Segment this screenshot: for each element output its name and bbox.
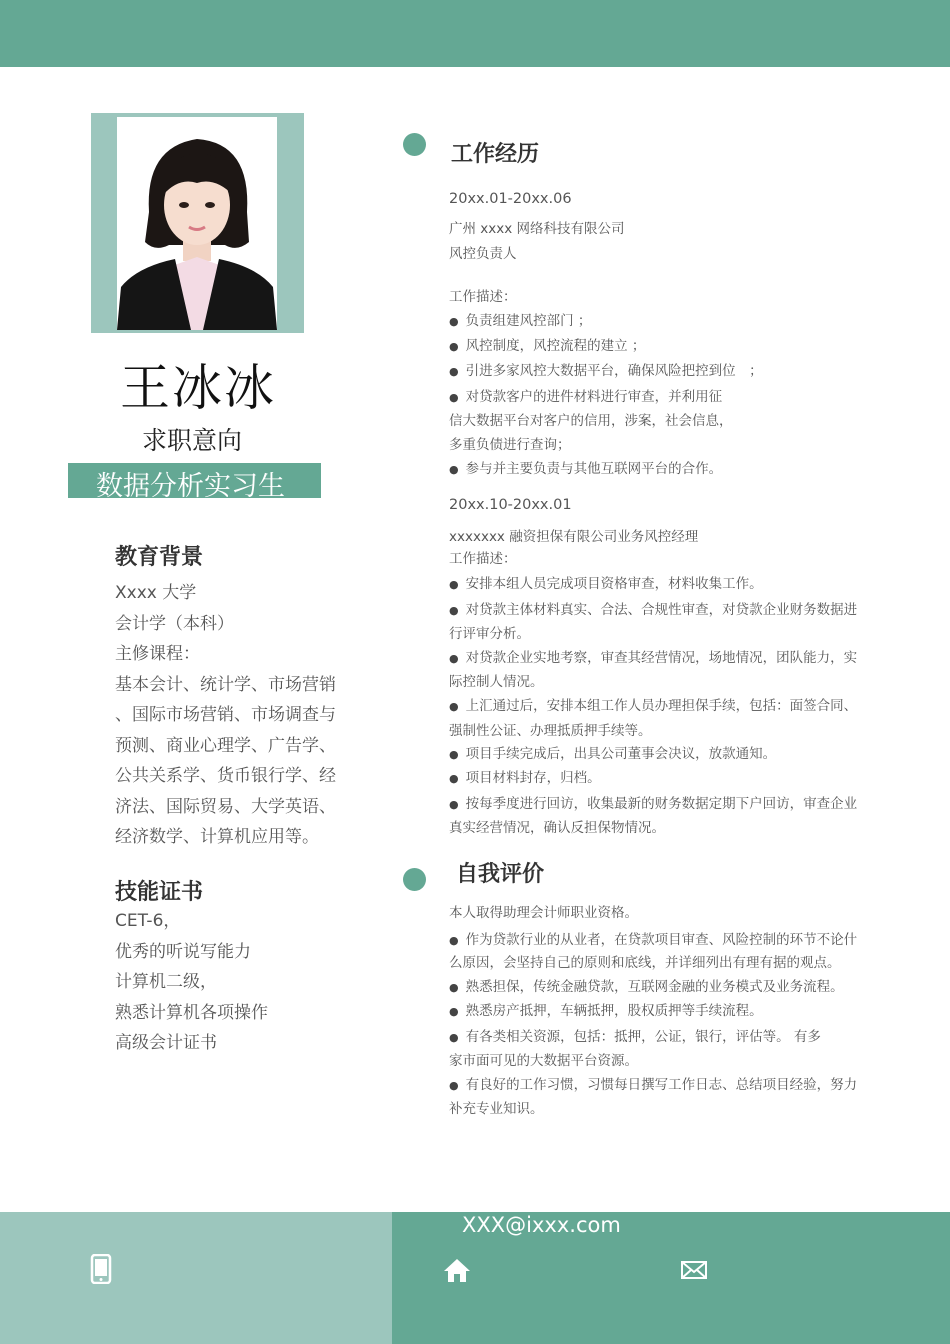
job2-duty-line-text: 行评审分析。 xyxy=(449,626,530,642)
job2-duty-line xyxy=(449,598,857,618)
self-eval-line-text: 有各类相关资源，包括：抵押，公证，银行，评估等。 有多 xyxy=(465,1029,821,1045)
skill-line: 高级会计证书 xyxy=(115,1033,217,1053)
education-line: 主修课程： xyxy=(115,644,200,664)
job1-duty-line-text: 多重负债进行查询； xyxy=(449,437,571,453)
bullet-icon: ● xyxy=(449,772,459,785)
job2-duty-line xyxy=(449,694,857,714)
phone-icon xyxy=(90,1254,112,1288)
job1-duty-line-text: 参与并主要负责与其他互联网平台的合作。 xyxy=(465,461,723,477)
work-title: 工作经历 xyxy=(451,142,540,167)
self-eval-line-text: 本人取得助理会计师职业资格。 xyxy=(449,905,638,921)
job1-duty-line xyxy=(449,457,722,477)
job1-duty-line xyxy=(449,334,645,354)
education-title: 教育背景 xyxy=(115,545,204,570)
self-eval-line-text: 有良好的工作习惯，习惯每日撰写工作日志、总结项目经验，努力 xyxy=(465,1077,858,1093)
bullet-icon: ● xyxy=(449,981,459,994)
self-eval-line-text: 么原因，会坚持自己的原则和底线，并详细列出有理有据的观点。 xyxy=(449,955,841,971)
job2-period: 20xx.10-20xx.01 xyxy=(449,497,572,513)
mail-icon xyxy=(681,1261,707,1283)
bullet-icon: ● xyxy=(449,340,459,353)
job1-period: 20xx.01-20xx.06 xyxy=(449,191,572,207)
job2-duty-line-text: 上汇通过后，安排本组工作人员办理担保手续，包括：面签合同、 xyxy=(465,698,858,714)
job2-duty-line xyxy=(449,572,763,592)
self-eval-line xyxy=(449,951,841,971)
job1-company: 广州 xxxx 网络科技有限公司 xyxy=(449,221,625,237)
self-eval-line xyxy=(449,999,763,1019)
bullet-icon: ● xyxy=(449,1031,459,1044)
skill-line: CET-6， xyxy=(115,911,181,931)
job2-duty-line xyxy=(449,742,776,762)
job2-duty-line-text: 项目手续完成后，出具公司董事会决议，放款通知。 xyxy=(465,746,777,762)
job1-desc-label: 工作描述： xyxy=(449,289,517,305)
job2-company: xxxxxxx 融资担保有限公司业务风控经理 xyxy=(449,529,699,545)
self-eval-line xyxy=(449,1049,638,1069)
self-eval-line xyxy=(449,1073,857,1093)
job1-duty-line xyxy=(449,409,733,429)
profile-photo xyxy=(117,117,277,330)
skills-title: 技能证书 xyxy=(115,880,204,905)
skill-line: 计算机二级， xyxy=(115,972,217,992)
bullet-icon: ● xyxy=(449,391,459,404)
bullet-icon: ● xyxy=(449,463,459,476)
job2-duty-line-text: 对贷款企业实地考察，审查其经营情况，场地情况，团队能力，实 xyxy=(465,650,858,666)
job2-duty-line xyxy=(449,719,652,739)
job2-duty-line-text: 强制性公证、办理抵质押手续等。 xyxy=(449,723,652,739)
home-icon xyxy=(443,1257,471,1287)
section-dot xyxy=(403,133,426,156)
section-dot xyxy=(403,868,426,891)
job1-duty-line-text: 信大数据平台对客户的信用，涉案，社会信息， xyxy=(449,413,733,429)
bullet-icon: ● xyxy=(449,934,459,947)
job2-duty-line-text: 对贷款主体材料真实、合法、合规性审查，对贷款企业财务数据进 xyxy=(465,602,858,618)
bullet-icon: ● xyxy=(449,748,459,761)
top-banner xyxy=(0,0,950,67)
education-line: 经济数学、计算机应用等。 xyxy=(115,827,319,847)
job2-duty-line xyxy=(449,816,665,836)
self-eval-line xyxy=(449,1025,821,1045)
job1-duty-line xyxy=(449,385,722,405)
job2-duty-line-text: 真实经营情况，确认反担保物情况。 xyxy=(449,820,665,836)
job2-desc-label: 工作描述： xyxy=(449,551,517,567)
education-line: 公共关系学、货币银行学、经 xyxy=(115,766,336,786)
self-eval-line xyxy=(449,975,844,995)
job2-duty-line xyxy=(449,622,530,642)
education-line: 济法、国际贸易、大学英语、 xyxy=(115,796,336,817)
self-eval-line xyxy=(449,901,638,921)
education-line: 会计学（本科） xyxy=(115,613,234,634)
job2-duty-line xyxy=(449,646,857,666)
education-line: 基本会计、统计学、市场营销 xyxy=(115,674,336,695)
self-eval-line xyxy=(449,928,857,948)
job1-duty-line-text: 风控制度，风控流程的建立 ； xyxy=(465,338,646,354)
photo-frame xyxy=(91,113,304,333)
email-text[interactable]: XXX@ixxx.com xyxy=(462,1213,621,1237)
job-intent-label: 求职意向 xyxy=(142,426,243,455)
skill-line: 优秀的听说写能力 xyxy=(115,941,251,962)
job1-role: 风控负责人 xyxy=(449,246,517,262)
self-eval-line-text: 熟悉房产抵押，车辆抵押，股权质押等手续流程。 xyxy=(465,1003,763,1019)
education-line: Xxxx 大学 xyxy=(115,583,197,603)
self-eval-line-text: 熟悉担保，传统金融贷款，互联网金融的业务模式及业务流程。 xyxy=(465,979,844,995)
job2-duty-line-text: 安排本组人员完成项目资格审查，材料收集工作。 xyxy=(465,576,763,592)
skills-content xyxy=(115,906,365,1059)
bullet-icon: ● xyxy=(449,365,459,378)
job2-duty-line xyxy=(449,670,544,690)
job-intent-value: 数据分析实习生 xyxy=(96,471,285,502)
bullet-icon: ● xyxy=(449,1005,459,1018)
bullet-icon: ● xyxy=(449,798,459,811)
job2-duty-line-text: 际控制人情况。 xyxy=(449,674,544,690)
job2-duty-line xyxy=(449,792,857,812)
job1-duty-line-text: 引进多家风控大数据平台，确保风险把控到位 ； xyxy=(465,363,763,379)
skill-line: 熟悉计算机各项操作 xyxy=(115,1002,268,1023)
bullet-icon: ● xyxy=(449,1079,459,1092)
self-eval-line xyxy=(449,1097,544,1117)
contact-bar-left xyxy=(0,1212,392,1344)
bullet-icon: ● xyxy=(449,652,459,665)
job1-duty-line-text: 负责组建风控部门 ； xyxy=(465,313,592,329)
job2-duty-line-text: 按每季度进行回访，收集最新的财务数据定期下户回访，审查企业 xyxy=(465,796,858,812)
self-eval-title: 自我评价 xyxy=(456,862,545,887)
job1-duty-line xyxy=(449,309,591,329)
candidate-name: 王冰冰 xyxy=(120,359,276,417)
job1-duty-line xyxy=(449,433,571,453)
education-content xyxy=(115,578,365,853)
self-eval-line-text: 补充专业知识。 xyxy=(449,1101,544,1117)
job2-duty-line xyxy=(449,766,601,786)
job1-duty-line-text: 对贷款客户的进件材料进行审查，并利用征 xyxy=(465,389,723,405)
job2-duty-line-text: 项目材料封存，归档。 xyxy=(465,770,601,786)
bullet-icon: ● xyxy=(449,315,459,328)
education-line: 、国际市场营销、市场调查与 xyxy=(115,705,336,725)
self-eval-line-text: 家市面可见的大数据平台资源。 xyxy=(449,1053,638,1069)
bullet-icon: ● xyxy=(449,578,459,591)
education-line: 预测、商业心理学、广告学、 xyxy=(115,735,336,756)
bullet-icon: ● xyxy=(449,604,459,617)
bullet-icon: ● xyxy=(449,700,459,713)
job1-duty-line xyxy=(449,359,763,379)
self-eval-line-text: 作为贷款行业的从业者，在贷款项目审查、风险控制的环节不论什 xyxy=(465,932,858,948)
